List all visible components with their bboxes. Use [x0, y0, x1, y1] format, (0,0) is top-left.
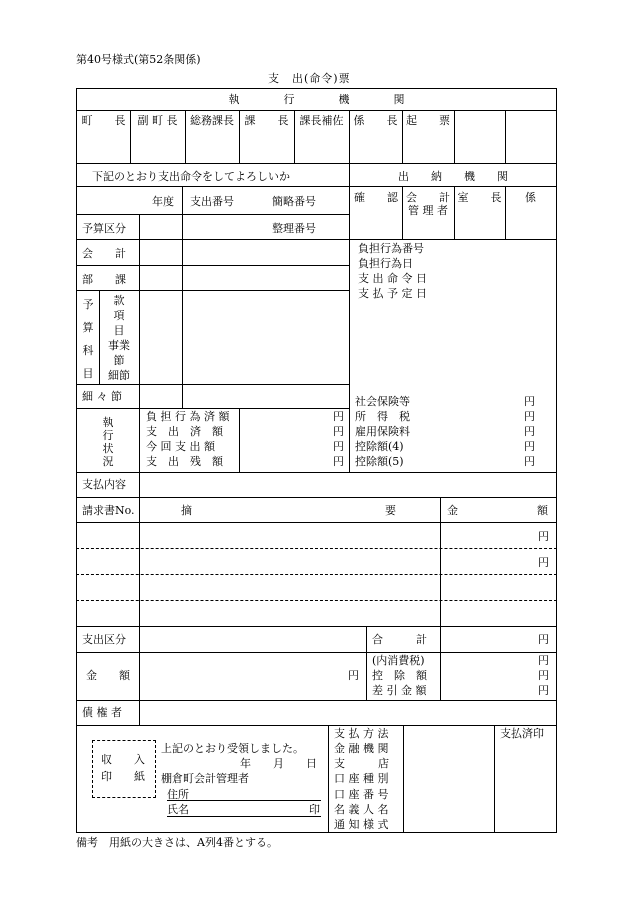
rule [239, 110, 240, 163]
exec-row-burden: 負 担 行 為 済 額 [146, 410, 230, 423]
pay-bank: 金 融 機 関 [334, 742, 389, 755]
rule [76, 265, 350, 266]
pay-method: 支 払 方 法 [334, 727, 389, 740]
rule [454, 186, 455, 239]
date-payment-plan: 支 払 予 定 日 [358, 287, 427, 300]
treasury-header: 出 納 機 関 [398, 170, 508, 183]
col-amount-left: 金 [447, 504, 458, 517]
rule [440, 497, 441, 700]
rule [76, 626, 557, 627]
rule [239, 408, 240, 472]
rule [403, 725, 404, 832]
rule [76, 214, 350, 215]
deduction-social: 社会保険等 [355, 395, 410, 408]
label-tax: (内消費税) [372, 654, 425, 667]
rule [76, 497, 557, 498]
exec-unit-2: 円 [333, 425, 344, 438]
rule [185, 110, 186, 163]
address-underline [167, 800, 321, 801]
rule [294, 110, 295, 163]
revenue-stamp-box [92, 740, 156, 798]
subject-kou: 項 [113, 309, 125, 322]
subject-moku: 目 [113, 324, 125, 337]
exec-unit-3: 円 [333, 440, 344, 453]
treasury-accountant: 会 計 管 理 者 [406, 191, 450, 217]
rule [349, 110, 350, 163]
tax-unit: 円 [538, 654, 549, 667]
rule [76, 522, 557, 523]
rule [349, 239, 557, 240]
deduction-unit-2: 円 [524, 410, 535, 423]
role-assistant-chief: 課長補佐 [299, 114, 344, 127]
rule [349, 163, 350, 472]
receipt-address: 住所 [167, 788, 189, 801]
receipt-date: 年 月 日 [240, 757, 317, 770]
exec-unit-4: 円 [333, 455, 344, 468]
frame-bottom [76, 832, 557, 833]
receipt-name: 氏名 [167, 803, 189, 816]
treasury-room-chief: 室 長 [457, 191, 502, 204]
date-burden-no: 負担行為番号 [358, 242, 424, 255]
pay-branch: 支 店 [334, 757, 389, 770]
rule [402, 186, 403, 239]
rule [76, 239, 350, 240]
amount-unit: 円 [348, 669, 359, 682]
exec-char-4: 況 [102, 455, 114, 468]
label-dept: 部 課 [82, 273, 126, 286]
rule [366, 626, 367, 700]
deduction-employment: 雇用保険料 [355, 425, 410, 438]
exec-row-paid: 支 出 済 額 [146, 425, 223, 438]
label-budget-category: 予算区分 [82, 222, 126, 235]
exec-char-1: 執 [102, 416, 114, 429]
rule [505, 110, 506, 163]
rule [130, 110, 131, 163]
dashed-rule [76, 600, 557, 601]
rule [76, 186, 557, 187]
net-unit: 円 [538, 684, 549, 697]
label-short-no: 簡略番号 [272, 195, 316, 208]
pay-account-type: 口 座 種 別 [334, 772, 389, 785]
rule [182, 186, 183, 409]
frame-top [76, 88, 557, 89]
exec-org-header: 執 行 機 関 [228, 93, 405, 106]
subject-char-4: 目 [82, 367, 94, 380]
date-order-day: 支 出 命 令 日 [358, 272, 427, 285]
deduction-unit-1: 円 [524, 395, 535, 408]
rule [76, 290, 350, 291]
exec-row-remaining: 支 出 残 額 [146, 455, 223, 468]
label-net: 差 引 金 額 [372, 684, 427, 697]
deduction-unit-4: 円 [524, 440, 535, 453]
stamp-line-2: 印 紙 [101, 770, 145, 783]
col-amount-right: 額 [537, 504, 548, 517]
label-total: 合 計 [372, 633, 427, 646]
deduction-5: 控除額(5) [355, 455, 404, 468]
rule [76, 700, 557, 701]
exec-char-2: 行 [102, 429, 114, 442]
rule [76, 725, 557, 726]
label-payment-no: 支出番号 [190, 195, 234, 208]
label-creditor: 債 権 者 [82, 706, 122, 719]
name-underline [167, 816, 321, 817]
frame-right [556, 88, 557, 832]
subject-char-2: 算 [82, 321, 94, 334]
subject-kan: 款 [113, 294, 125, 307]
rule [494, 725, 495, 832]
rule [99, 290, 100, 384]
rule [139, 472, 140, 725]
label-payment-content: 支払内容 [82, 478, 126, 491]
deduction-income-tax: 所 得 税 [355, 410, 410, 423]
subject-saisetsu: 細節 [108, 369, 130, 382]
rule [76, 652, 557, 653]
pay-holder-name: 名 義 人 名 [334, 803, 389, 816]
label-year: 年度 [152, 195, 174, 208]
paid-stamp-label: 支払済印 [500, 727, 544, 740]
rule [505, 186, 506, 239]
item-unit-1: 円 [538, 530, 549, 543]
total-unit: 円 [538, 633, 549, 646]
label-expense-category: 支出区分 [82, 633, 126, 646]
stamp-line-1: 収 入 [101, 753, 145, 766]
subject-char-1: 予 [82, 298, 94, 311]
rule [139, 214, 140, 472]
label-amount: 金 額 [86, 669, 130, 682]
label-deduction: 控 除 額 [372, 669, 427, 682]
exec-unit-1: 円 [333, 410, 344, 423]
item-unit-2: 円 [538, 556, 549, 569]
col-desc-right: 要 [385, 504, 396, 517]
pay-account-no: 口 座 番 号 [334, 788, 389, 801]
rule [76, 384, 350, 385]
deduction-4: 控除額(4) [355, 440, 404, 453]
label-detail-item: 細 々 節 [82, 390, 122, 403]
label-ref-no: 整理番号 [272, 222, 316, 235]
pay-notice: 通 知 様 式 [334, 818, 389, 831]
frame-left [76, 88, 77, 832]
role-drafter: 起 票 [406, 114, 450, 127]
exec-row-current: 今 回 支 出 額 [146, 440, 215, 453]
receipt-addressee: 棚倉町会計管理者 [161, 772, 249, 785]
exec-char-3: 状 [102, 442, 114, 455]
page-title: 支 出(命令)票 [268, 72, 351, 85]
rule [76, 110, 557, 111]
form-number: 第40号様式(第52条関係) [76, 53, 201, 66]
order-text: 下記のとおり支出命令をしてよろしいか [92, 170, 290, 183]
rule [402, 110, 403, 163]
note: 備考 用紙の大きさは、A列4番とする。 [76, 836, 278, 849]
subject-setsu: 節 [113, 354, 125, 367]
col-invoice-no: 請求書No. [82, 504, 135, 517]
treasury-clerk: 係 [525, 191, 536, 204]
rule [76, 163, 557, 164]
treasury-confirm: 確 認 [354, 191, 398, 204]
rule [76, 408, 350, 409]
role-unit-chief: 係 長 [353, 114, 398, 127]
col-desc-left: 摘 [181, 504, 192, 517]
deduction-unit-3: 円 [524, 425, 535, 438]
receipt-text: 上記のとおり受領しました。 [161, 742, 304, 755]
rule [76, 472, 557, 473]
rule [454, 110, 455, 163]
dashed-rule [76, 574, 557, 575]
label-account: 会 計 [82, 247, 126, 260]
role-section-chief: 課 長 [244, 114, 289, 127]
role-general-affairs: 総務課長 [190, 114, 234, 127]
subject-char-3: 科 [82, 344, 94, 357]
role-vice-mayor: 副 町 長 [137, 114, 178, 127]
deduction-unit-5: 円 [524, 455, 535, 468]
deduction-unit: 円 [538, 669, 549, 682]
subject-jigyou: 事業 [108, 339, 130, 352]
dashed-rule [76, 548, 557, 549]
receipt-seal: 印 [309, 803, 320, 816]
role-mayor: 町 長 [81, 114, 126, 127]
rule [328, 725, 329, 832]
date-burden-day: 負担行為日 [358, 257, 413, 270]
